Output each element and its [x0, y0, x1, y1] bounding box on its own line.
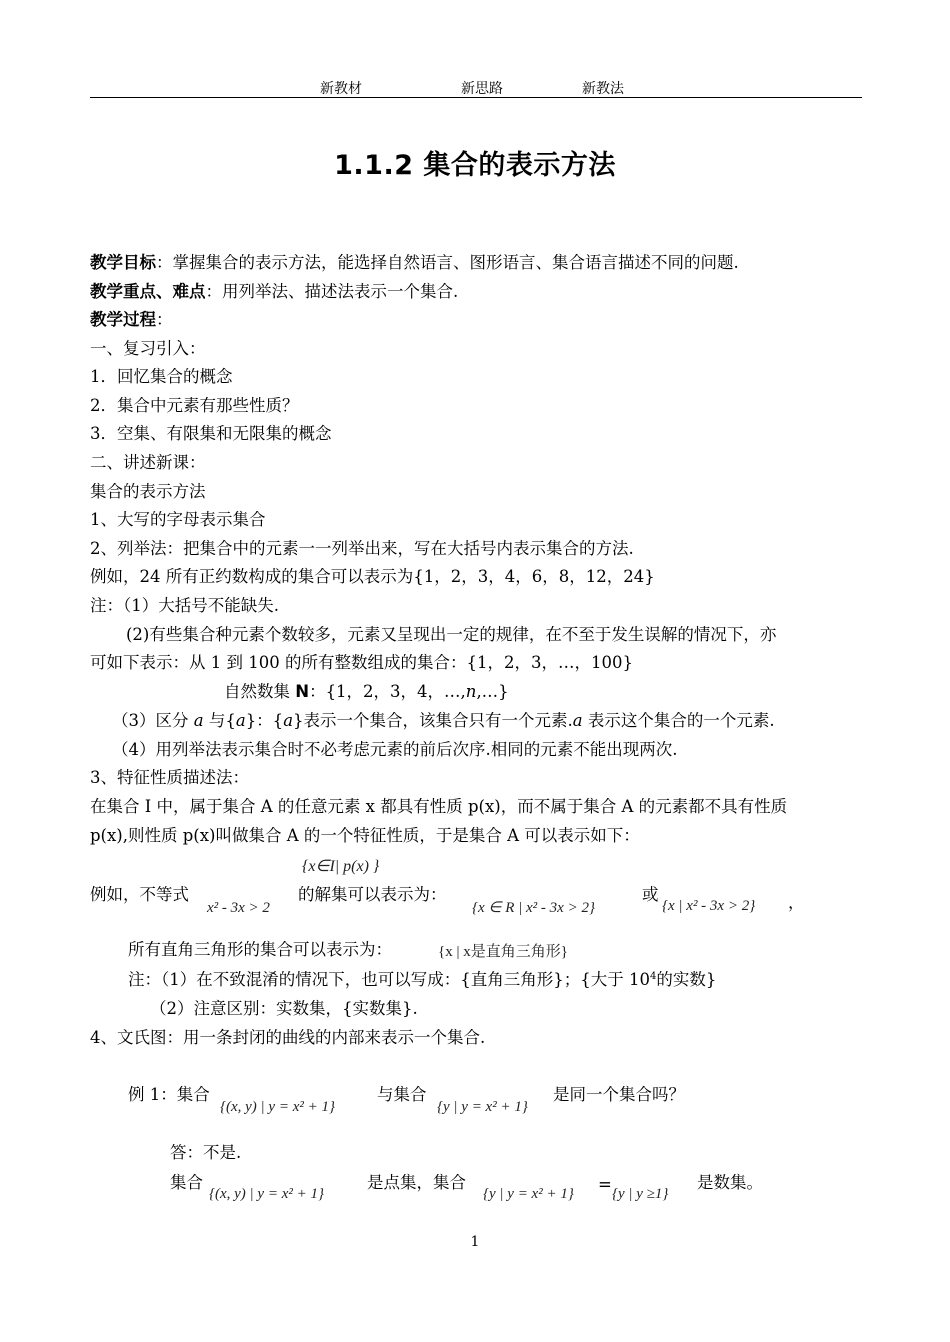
natural-end: ,…}	[476, 682, 509, 701]
method-2: 2、列举法：把集合中的元素一一列举出来，写在大括号内表示集合的方法.	[90, 539, 634, 558]
note-3-text-b: 与{	[203, 711, 236, 730]
note-mix-text-b: 的实数}	[656, 970, 717, 989]
header-rule	[90, 97, 862, 98]
review-item-3: 3．空集、有限集和无限集的概念	[90, 424, 332, 443]
note-mix-exponent: 4	[649, 971, 657, 982]
note-3-var-d: a	[572, 711, 583, 730]
method-4: 4、文氏图：用一条封闭的曲线的内部来表示一个集合.	[90, 1028, 486, 1047]
description-line-2: p(x),则性质 p(x)叫做集合 A 的一个特征性质，于是集合 A 可以表示如下：	[90, 826, 640, 845]
key-label: 教学重点、难点	[90, 282, 206, 301]
equals-sign: =	[598, 1175, 612, 1194]
note-3-text-e: 表示这个集合的一个元素.	[582, 711, 775, 730]
right-triangle-formula: {x | x是直角三角形}	[438, 944, 568, 960]
solution-set-formula-1: {x ∈ R | x² - 3x > 2}	[472, 900, 595, 916]
note-1: 注：（1）大括号不能缺失.	[90, 596, 279, 615]
note-4: （4）用列举法表示集合时不必考虑元素的前后次序.相同的元素不能出现两次.	[112, 740, 678, 759]
goals-line	[90, 252, 739, 274]
description-line-1: 在集合 I 中，属于集合 A 的任意元素 x 都具有性质 p(x)，而不属于集合 A 的元素都不具有性质	[90, 797, 788, 816]
natural-set: ：{1，2，3，4，…,	[309, 682, 466, 701]
process-label: 教学过程	[90, 310, 156, 329]
new-lesson-heading: 二、讲述新课：	[90, 453, 206, 472]
natural-n: n	[465, 682, 477, 701]
review-item-1: 1．回忆集合的概念	[90, 367, 233, 386]
answer-point-set: {(x, y) | y = x² + 1}	[209, 1186, 324, 1202]
example-24: 例如，24 所有正约数构成的集合可以表示为{1，2，3，4，6，8，12，24}	[90, 567, 655, 586]
example-1-y-set: {y | y = x² + 1}	[437, 1099, 528, 1115]
or-label: 或	[642, 885, 659, 904]
process-colon: ：	[156, 310, 173, 329]
note-real: （2）注意区别：实数集，{实数集}.	[150, 999, 418, 1018]
header-left: 新教材	[320, 81, 362, 97]
answer-y-ge-set: {y | y ≥1}	[612, 1186, 669, 1202]
method-1: 1、大写的字母表示集合	[90, 510, 266, 529]
note-3-var-c: a	[283, 711, 294, 730]
key-text: ：用列举法、描述法表示一个集合.	[205, 282, 459, 301]
example-1-point-set: {(x, y) | y = x² + 1}	[220, 1099, 335, 1115]
note-3-text-d: }表示一个集合，该集合只有一个元素.	[293, 711, 573, 730]
answer-y-set: {y | y = x² + 1}	[483, 1186, 574, 1202]
answer-line: 答：不是.	[170, 1143, 242, 1162]
note-2-line-2: 可如下表示：从 1 到 100 的所有整数组成的集合：{1，2，3，…，100}	[90, 653, 633, 672]
number-set-label: 是数集。	[697, 1173, 763, 1192]
note-3	[112, 710, 775, 732]
trailing-comma: ，	[788, 893, 805, 912]
review-item-2: 2．集合中元素有那些性质？	[90, 396, 299, 415]
header-middle: 新思路	[461, 81, 503, 97]
solution-set-label: 的解集可以表示为：	[298, 885, 447, 904]
natural-prefix: 自然数集	[224, 682, 296, 701]
note-3-var-b: a	[235, 711, 246, 730]
page-number: 1	[470, 1234, 480, 1250]
note-3-var-a: a	[193, 711, 204, 730]
example-1-and-set: 与集合	[377, 1085, 427, 1104]
natural-numbers-line	[224, 681, 509, 703]
goals-label: 教学目标	[90, 253, 156, 272]
right-triangle-label: 所有直角三角形的集合可以表示为：	[128, 940, 392, 959]
natural-N: N	[295, 682, 310, 701]
method-3: 3、特征性质描述法：	[90, 768, 249, 787]
header-right: 新教法	[582, 81, 624, 97]
review-heading: 一、复习引入：	[90, 339, 206, 358]
note-mix-text-a: 注：（1）在不致混淆的情况下，也可以写成：{直角三角形}；{大于 10	[128, 970, 650, 989]
example-1-label: 例 1：集合	[128, 1085, 210, 1104]
point-set-label: 是点集，集合	[367, 1173, 466, 1192]
key-line	[90, 281, 458, 303]
note-3-text-a: （3）区分	[112, 711, 194, 730]
methods-heading: 集合的表示方法	[90, 482, 206, 501]
inequality-formula: x² - 3x > 2	[207, 900, 270, 916]
set-builder-formula: {x∈I| p(x) }	[302, 858, 380, 875]
solution-set-formula-2: {x | x² - 3x > 2}	[662, 898, 756, 914]
goals-text: ：掌握集合的表示方法，能选择自然语言、图形语言、集合语言描述不同的问题.	[156, 253, 739, 272]
note-mix	[128, 969, 716, 991]
process-line	[90, 309, 173, 331]
example-inequality-label: 例如，不等式	[90, 885, 189, 904]
note-2-line-1: (2)有些集合种元素个数较多，元素又呈现出一定的规律，在不至于发生误解的情况下，亦	[126, 625, 777, 644]
page-title: 1.1.2 集合的表示方法	[334, 150, 616, 181]
answer-set-label: 集合	[170, 1173, 203, 1192]
note-3-text-c: }：{	[245, 711, 284, 730]
example-1-question: 是同一个集合吗？	[553, 1085, 685, 1104]
